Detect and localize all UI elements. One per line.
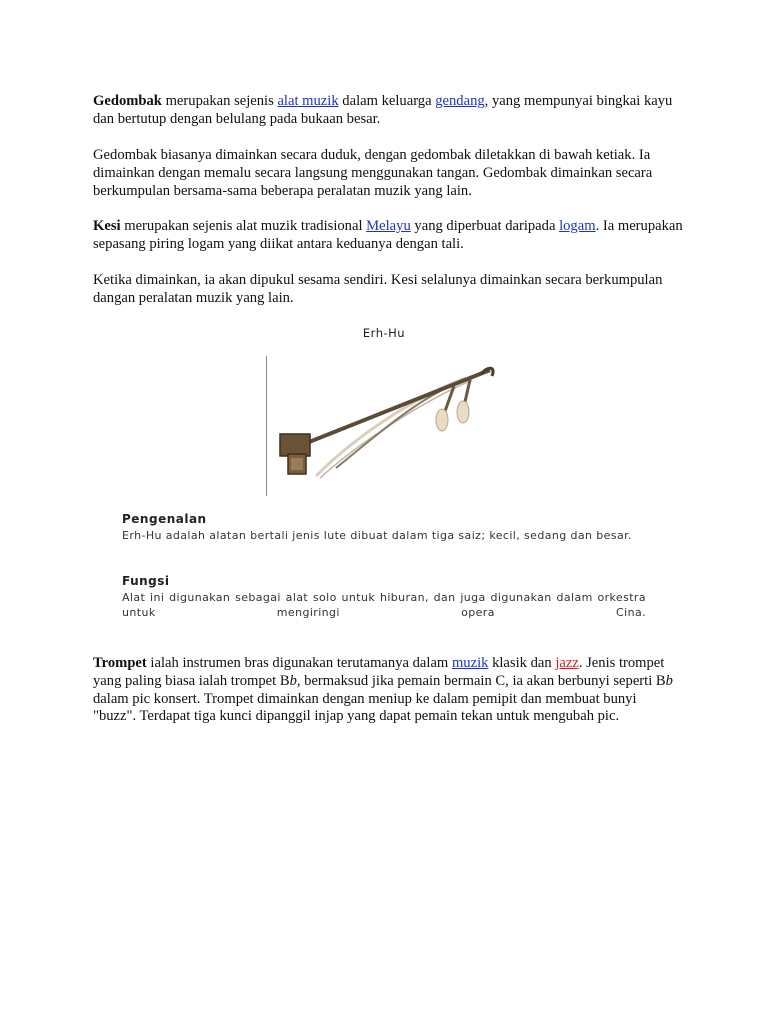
text-span: dalam pic konsert. Trompet dimainkan dengan meniup ke dalam pemipit dan membuat bunyi "buzz". Terdapat tiga kunci dipanggil injap yang dapat pemain tekan untuk mengubah pic.	[93, 690, 637, 725]
paragraph-kesi-cara-main: Ketika dimainkan, ia akan dipukul sesama sendiri. Kesi selalunya dimainkan secara berkumpulan dangan peralatan muzik yang lain.	[93, 272, 663, 306]
link-logam[interactable]: logam	[559, 218, 596, 234]
erhu-instrument-image	[276, 356, 506, 486]
italic-flat: b	[289, 672, 297, 689]
text-span: . Jenis trompet yang paling biasa ialah trompet B	[93, 655, 665, 689]
paragraph-gedombak-cara-main: Gedombak biasanya dimainkan secara duduk, dengan gedombak diletakkan di bawah ketiak. Ia dimainkan dengan memalu secara langsung menggunakan tangan. Gedombak dimainkan secara berkumpulan bersama-sama beberapa peralatan muzik yang lain.	[93, 147, 653, 199]
link-gendang[interactable]: gendang	[435, 93, 485, 109]
figure-caption: Erh-Hu	[362, 326, 406, 340]
link-alat-muzik[interactable]: alat muzik	[277, 93, 339, 109]
text-span: merupakan sejenis alat muzik tradisional	[120, 218, 367, 234]
section-text-pengenalan: Erh-Hu adalah alatan bertali jenis lute dibuat dalam tiga saiz; kecil, sedang dan besar.	[122, 529, 632, 542]
figure-divider	[266, 356, 267, 496]
section-heading-pengenalan: Pengenalan	[122, 512, 207, 526]
link-muzik[interactable]: muzik	[451, 655, 489, 671]
text-span: , yang mempunyai bingkai kayu dan bertutup dengan belulang pada bukaan besar.	[93, 93, 673, 127]
paragraph-trompet	[93, 655, 683, 726]
section-text-fungsi: Alat ini digunakan sebagai alat solo untuk hiburan, dan juga digunakan dalam orkestra untuk mengiringi opera Cina.	[122, 591, 646, 619]
term-kesi: Kesi	[93, 218, 121, 234]
paragraph-gedombak	[93, 93, 683, 129]
term-gedombak: Gedombak	[93, 93, 162, 109]
text-span: yang diperbuat daripada	[410, 218, 560, 234]
text-span: , bermaksud jika pemain bermain C, ia akan berbunyi seperti B	[296, 672, 666, 689]
text-span: klasik dan	[488, 655, 556, 671]
text-span: dalam keluarga	[338, 93, 436, 109]
term-trompet: Trompet	[93, 655, 147, 671]
paragraph-kesi	[93, 218, 683, 254]
text-span: merupakan sejenis	[161, 93, 278, 109]
link-melayu[interactable]: Melayu	[366, 218, 411, 234]
link-jazz[interactable]: jazz	[555, 655, 579, 671]
text-span: . Ia merupakan sepasang piring logam yang diikat antara keduanya dengan tali.	[93, 218, 683, 252]
italic-flat: b	[665, 672, 673, 689]
text-span: ialah instrumen bras digunakan terutamanya dalam	[146, 655, 452, 671]
section-heading-fungsi: Fungsi	[122, 574, 170, 588]
